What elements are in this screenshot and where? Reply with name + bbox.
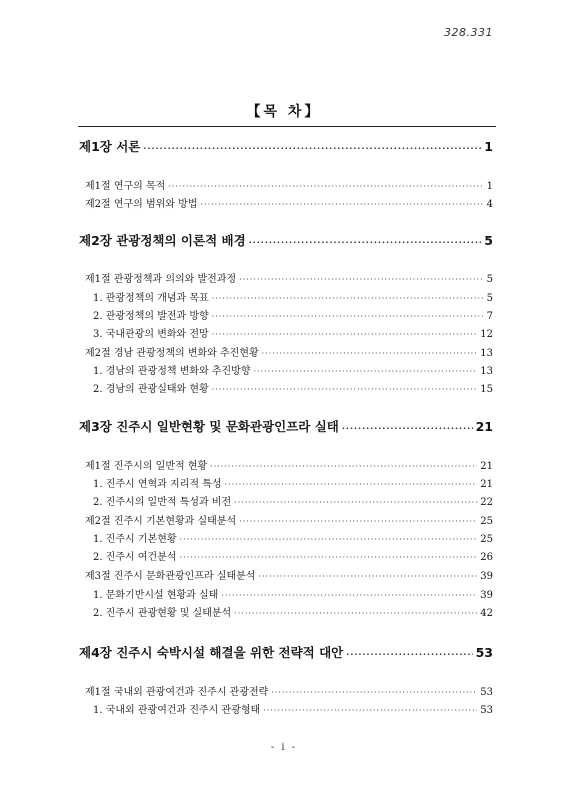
toc-entry[interactable] — [79, 231, 493, 249]
toc-entry-page: 22 — [480, 497, 493, 508]
toc-entry-label: 2. 진주시의 일반적 특성과 비전 — [93, 497, 232, 508]
toc-entry-label: 제4장 진주시 숙박시설 해결을 위한 전략적 대안 — [79, 645, 344, 660]
toc-entry-label: 2. 경남의 관광실태와 현황 — [93, 384, 209, 395]
toc-entry-page: 21 — [475, 419, 493, 434]
toc-entry-page: 53 — [480, 705, 493, 716]
toc-entry-label: 1. 진주시 기본현황 — [93, 534, 177, 545]
toc-entry[interactable] — [93, 604, 493, 619]
leader-dots — [239, 275, 483, 284]
toc-entry-label: 제1절 진주시의 일반적 현황 — [85, 461, 208, 472]
toc-entry-label: 제1절 연구의 목적 — [85, 181, 166, 192]
toc-entry-page: 4 — [486, 199, 493, 210]
toc-entry[interactable] — [93, 289, 493, 304]
leader-dots — [271, 688, 477, 697]
leader-dots — [262, 349, 478, 358]
toc-entry-page: 26 — [480, 552, 493, 563]
toc-entry[interactable] — [93, 307, 493, 322]
leader-dots — [212, 330, 478, 339]
title-rule — [78, 126, 496, 127]
leader-dots — [212, 312, 484, 321]
toc-entry[interactable] — [79, 643, 493, 661]
toc-entry[interactable] — [79, 417, 493, 435]
toc-entry-page: 53 — [475, 645, 493, 660]
toc-entry-page: 7 — [486, 311, 493, 322]
toc-entry-page: 1 — [486, 181, 493, 192]
handwritten-call-number: 328.331 — [444, 26, 493, 39]
toc-entry[interactable] — [93, 475, 493, 490]
leader-dots — [234, 609, 477, 618]
toc-entry-label: 3. 국내관광의 변화와 전망 — [93, 329, 209, 340]
page-number-footer: - i - — [270, 742, 298, 753]
leader-dots — [180, 553, 478, 562]
toc-entry-page: 13 — [480, 348, 493, 359]
toc-entry-page: 5 — [486, 293, 493, 304]
toc-entry[interactable] — [85, 683, 493, 698]
toc-entry-page: 42 — [480, 608, 493, 619]
leader-dots — [212, 385, 478, 394]
toc-entry-label: 1. 국내외 관광여건과 진주시 관광형태 — [93, 705, 261, 716]
toc-entry-page: 15 — [480, 384, 493, 395]
toc-entry-label: 2. 진주시 여건분석 — [93, 552, 177, 563]
toc-entry-label: 제1절 관광정책과 의의와 발전과정 — [85, 274, 237, 285]
toc-entry-label: 제3장 진주시 일반현황 및 문화관광인프라 실태 — [79, 419, 339, 434]
toc-entry-page: 39 — [480, 590, 493, 601]
toc-entry-label: 1. 문화기반시설 현황과 실태 — [93, 590, 219, 601]
toc-entry-page: 25 — [480, 534, 493, 545]
toc-entry-page: 21 — [480, 461, 493, 472]
toc-entry[interactable] — [85, 344, 493, 359]
toc-entry-page: 5 — [484, 233, 493, 248]
toc-entry-label: 2. 관광정책의 발전과 방향 — [93, 311, 209, 322]
toc-entry[interactable] — [93, 701, 493, 716]
toc-entry[interactable] — [85, 177, 493, 192]
toc-entry-label: 제3절 진주시 문화관광인프라 실태분석 — [85, 571, 256, 582]
toc-entry[interactable] — [93, 493, 493, 508]
leader-dots — [234, 498, 477, 507]
toc-entry-label: 제1장 서론 — [79, 139, 141, 154]
toc-entry-label: 제2장 관광정책의 이론적 배경 — [79, 233, 246, 248]
toc-entry-page: 53 — [480, 687, 493, 698]
toc-entry-label: 제2절 연구의 범위와 방법 — [85, 199, 198, 210]
toc-entry[interactable] — [85, 195, 493, 210]
toc-entry[interactable] — [93, 362, 493, 377]
leader-dots — [180, 535, 478, 544]
toc-entry[interactable] — [93, 586, 493, 601]
leader-dots — [212, 294, 484, 303]
toc-entry-label: 제2절 경남 관광정책의 변화와 추진현황 — [85, 348, 259, 359]
toc-entry-page: 25 — [480, 516, 493, 527]
leader-dots — [346, 650, 472, 659]
leader-dots — [221, 591, 477, 600]
toc-entry-label: 제1절 국내외 관광여건과 진주시 관광전략 — [85, 687, 269, 698]
page-title: 【목 차】 — [246, 104, 322, 120]
toc-entry-page: 5 — [486, 274, 493, 285]
toc-entry[interactable] — [93, 530, 493, 545]
leader-dots — [258, 572, 477, 581]
toc-entry[interactable] — [93, 548, 493, 563]
toc-entry-page: 13 — [480, 366, 493, 377]
leader-dots — [249, 238, 482, 247]
toc-entry-page: 39 — [480, 571, 493, 582]
toc-entry-page: 12 — [480, 329, 493, 340]
leader-dots — [239, 517, 477, 526]
toc-entry-label: 1. 경남의 관광정책 변화와 추진방향 — [93, 366, 251, 377]
toc-entry-page: 21 — [480, 479, 493, 490]
leader-dots — [263, 706, 477, 715]
leader-dots — [143, 144, 481, 153]
toc-entry[interactable] — [93, 380, 493, 395]
toc-entry-label: 2. 진주시 관광현황 및 실태분석 — [93, 608, 232, 619]
toc-entry[interactable] — [85, 270, 493, 285]
toc-entry-page: 1 — [484, 139, 493, 154]
leader-dots — [168, 182, 483, 191]
toc-entry[interactable] — [85, 512, 493, 527]
leader-dots — [342, 424, 473, 433]
toc-entry-label: 1. 진주시 연혁과 지리적 특성 — [93, 479, 222, 490]
toc-entry[interactable] — [85, 457, 493, 472]
toc-entry[interactable] — [85, 567, 493, 582]
leader-dots — [254, 367, 478, 376]
leader-dots — [210, 462, 477, 471]
toc-entry[interactable] — [93, 325, 493, 340]
toc-entry-label: 제2절 진주시 기본현황과 실태분석 — [85, 516, 237, 527]
leader-dots — [225, 480, 478, 489]
toc-entry-label: 1. 관광정책의 개념과 목표 — [93, 293, 209, 304]
toc-entry[interactable] — [79, 137, 493, 155]
leader-dots — [201, 200, 484, 209]
